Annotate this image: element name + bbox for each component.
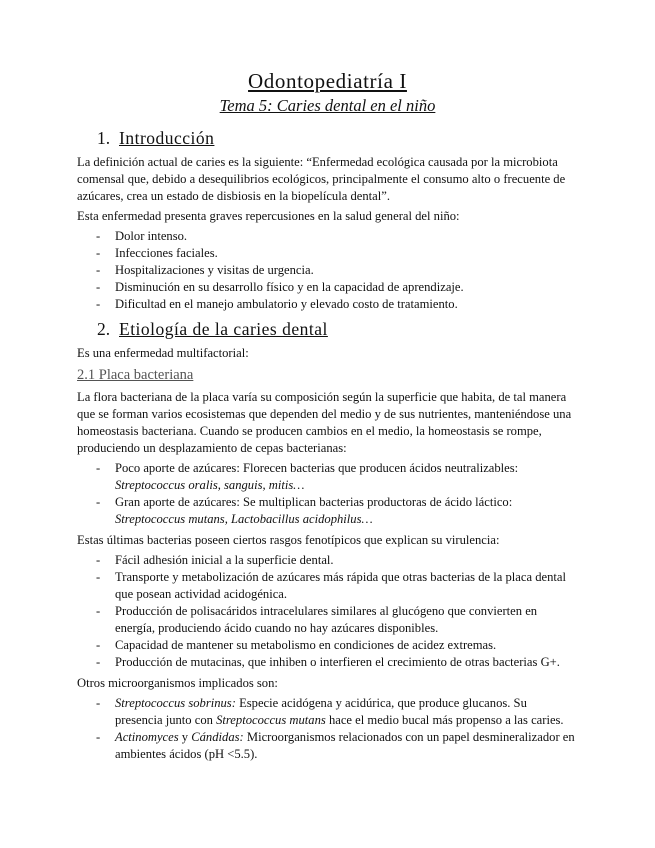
list-item-text: hace el medio bucal más propenso a las caries. — [325, 713, 564, 727]
list-item: - Producción de mutacinas, que inhiben o interfieren el crecimiento de otras bacterias G+. — [77, 654, 577, 671]
document-body — [77, 126, 577, 767]
species-name: Actinomyces — [115, 730, 179, 744]
section-title: Etiología de la caries dental — [119, 319, 328, 339]
list-item: - Disminución en su desarrollo físico y en la capacidad de aprendizaje. — [77, 279, 577, 296]
section-title: Introducción — [119, 128, 215, 148]
document-subtitle: Tema 5: Caries dental en el niño — [219, 96, 436, 115]
caries-definition-paragraph: La definición actual de caries es la siguiente: “Enfermedad ecológica causada por la microbiota comensal que, debido a desequilibrios ecológicos, principalmente el consumo alto o frecuente de azúcares, crea un estado de disbiosis en la biopelícula dental”. — [77, 155, 566, 203]
list-item-text: Especie acidógena y acidúrica, que produce glucanos. Su presencia junto con — [115, 696, 527, 727]
list-item: - Dificultad en el manejo ambulatorio y elevado costo de tratamiento. — [77, 296, 577, 313]
species-name: Streptococcus mutans — [216, 713, 326, 727]
section-number: 1. — [97, 128, 111, 148]
document-title: Odontopediatría I — [248, 69, 407, 93]
plaque-paragraph: La flora bacteriana de la placa varía su composición según la superficie que habita, de tal manera que se forman varios ecosistemas que dependen del medio y de sus nutrientes, manteniéndose una homeostasis bacteriana. Cuando se producen cambios en el medio, la homeostasis se rompe, produciendo un desplazamiento de cepas bacterianas: — [77, 390, 572, 455]
species-names: Streptococcus oralis, sanguis, mitis… — [115, 478, 305, 492]
list-item: - Transporte y metabolización de azúcares más rápida que otras bacterias de la placa dental que posean actividad acidogénica. — [77, 569, 577, 603]
list-item: - Dolor intenso. — [77, 228, 577, 245]
list-item-actinomyces — [77, 729, 577, 763]
etiology-lead: Es una enfermedad multifactorial: — [77, 346, 249, 360]
list-item-text: Poco aporte de azúcares: Florecen bacterias que producen ácidos neutralizables: — [115, 461, 519, 475]
list-item: - Producción de polisacáridos intracelulares similares al glucógeno que convierten en energía, produciendo ácido cuando no hay azúcares disponibles. — [77, 603, 577, 637]
list-item-text: y — [178, 730, 192, 744]
list-item-text: Microorganismos relacionados con un papel desmineralizador en ambientes ácidos (pH <5.5). — [115, 730, 575, 761]
virulence-list — [77, 552, 577, 671]
species-name: Streptococcus sobrinus: — [115, 696, 236, 710]
virulence-lead: Estas últimas bacterias poseen ciertos rasgos fenotípicos que explican su virulencia: — [77, 533, 500, 547]
section-number: 2. — [97, 319, 111, 339]
species-name: Cándidas: — [191, 730, 244, 744]
list-item-text: Gran aporte de azúcares: Se multiplican bacterias productoras de ácido láctico: — [115, 495, 513, 509]
section-heading-introduccion — [77, 126, 577, 150]
list-item: - Capacidad de mantener su metabolismo en condiciones de acidez extremas. — [77, 637, 577, 654]
repercussions-lead: Esta enfermedad presenta graves repercusiones en la salud general del niño: — [77, 209, 460, 223]
list-item-low-sugar — [77, 460, 577, 494]
section-heading-etiologia — [77, 317, 577, 341]
list-item-sobrinus — [77, 695, 577, 729]
list-item: - Hospitalizaciones y visitas de urgencia. — [77, 262, 577, 279]
subsection-heading-placa-bacteriana: 2.1 Placa bacteriana — [77, 367, 194, 383]
list-item: - Infecciones faciales. — [77, 245, 577, 262]
other-microorganisms-list — [77, 695, 577, 763]
species-names: Streptococcus mutans, Lactobacillus acidophilus… — [115, 512, 373, 526]
other-microorganisms-lead: Otros microorganismos implicados son: — [77, 676, 278, 690]
list-item: - Fácil adhesión inicial a la superficie dental. — [77, 552, 577, 569]
list-item-high-sugar — [77, 494, 577, 528]
repercussions-list — [77, 228, 577, 313]
sugar-intake-list — [77, 460, 577, 528]
